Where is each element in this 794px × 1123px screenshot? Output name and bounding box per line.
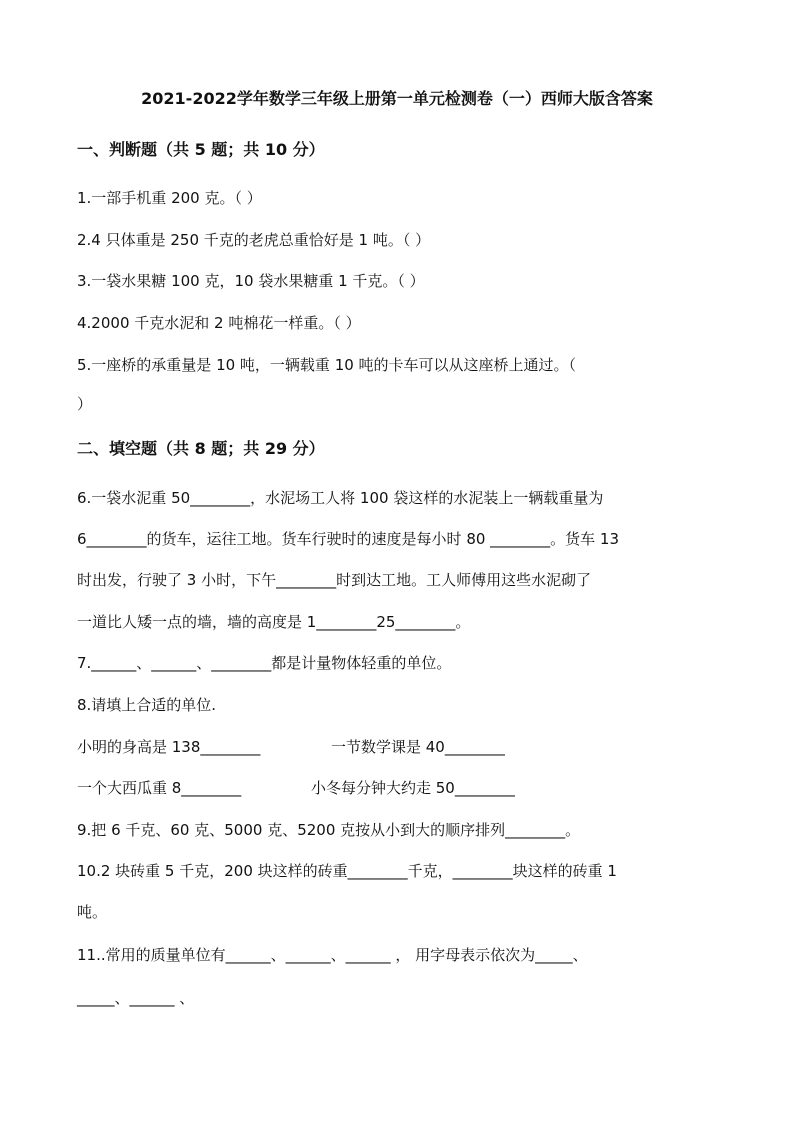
- question-3: 3.一袋水果糖 100 克，10 袋水果糖重 1 千克。（ ）: [77, 272, 425, 290]
- question-4: 4.2000 千克水泥和 2 吨棉花一样重。（ ）: [77, 314, 361, 332]
- question-8-item-walk: 小冬每分钟大约走 50________: [311, 779, 515, 797]
- document-title: 2021-2022学年数学三年级上册第一单元检测卷（一）西师大版含答案: [141, 89, 653, 108]
- question-2: 2.4 只体重是 250 千克的老虎总重恰好是 1 吨。（ ）: [77, 231, 431, 249]
- question-7: 7.______、______、________都是计量物体轻重的单位。: [77, 654, 452, 672]
- question-9: 9.把 6 千克、60 克、5000 克、5200 克按从小到大的顺序排列________。: [77, 821, 581, 839]
- section-heading-fill-blank: 二、填空题（共 8 题；共 29 分）: [77, 439, 325, 458]
- question-6-line-1: 6.一袋水泥重 50________，水泥场工人将 100 袋这样的水泥装上一辆载重量为: [77, 489, 604, 507]
- question-11-line-2: _____、______ 、: [77, 989, 195, 1007]
- question-8: 8.请填上合适的单位.: [77, 696, 217, 714]
- question-1: 1.一部手机重 200 克。（ ）: [77, 189, 262, 207]
- question-6-line-2: 6________的货车，运往工地。货车行驶时的速度是每小时 80 ________。货车 13: [77, 530, 620, 548]
- question-8-item-watermelon: 一个大西瓜重 8________: [77, 779, 242, 797]
- question-6-line-4: 一道比人矮一点的墙，墙的高度是 1________25________。: [77, 613, 471, 631]
- question-5-continued: ）: [77, 395, 93, 413]
- question-5: 5.一座桥的承重量是 10 吨，一辆载重 10 吨的卡车可以从这座桥上通过。（: [77, 356, 577, 374]
- section-heading-judgment: 一、判断题（共 5 题；共 10 分）: [77, 140, 325, 159]
- question-6-line-3: 时出发，行驶了 3 小时，下午________时到达工地。工人师傅用这些水泥砌了: [77, 571, 592, 589]
- question-8-item-class: 一节数学课是 40________: [331, 738, 505, 756]
- question-10-line-1: 10.2 块砖重 5 千克，200 块这样的砖重________千克，________块这样的砖重 1: [77, 862, 617, 880]
- question-11-line-1: 11..常用的质量单位有______、______、______ ， 用字母表示依次为_____、: [77, 946, 588, 964]
- question-10-line-2: 吨。: [77, 903, 108, 921]
- question-8-item-height: 小明的身高是 138________: [77, 738, 261, 756]
